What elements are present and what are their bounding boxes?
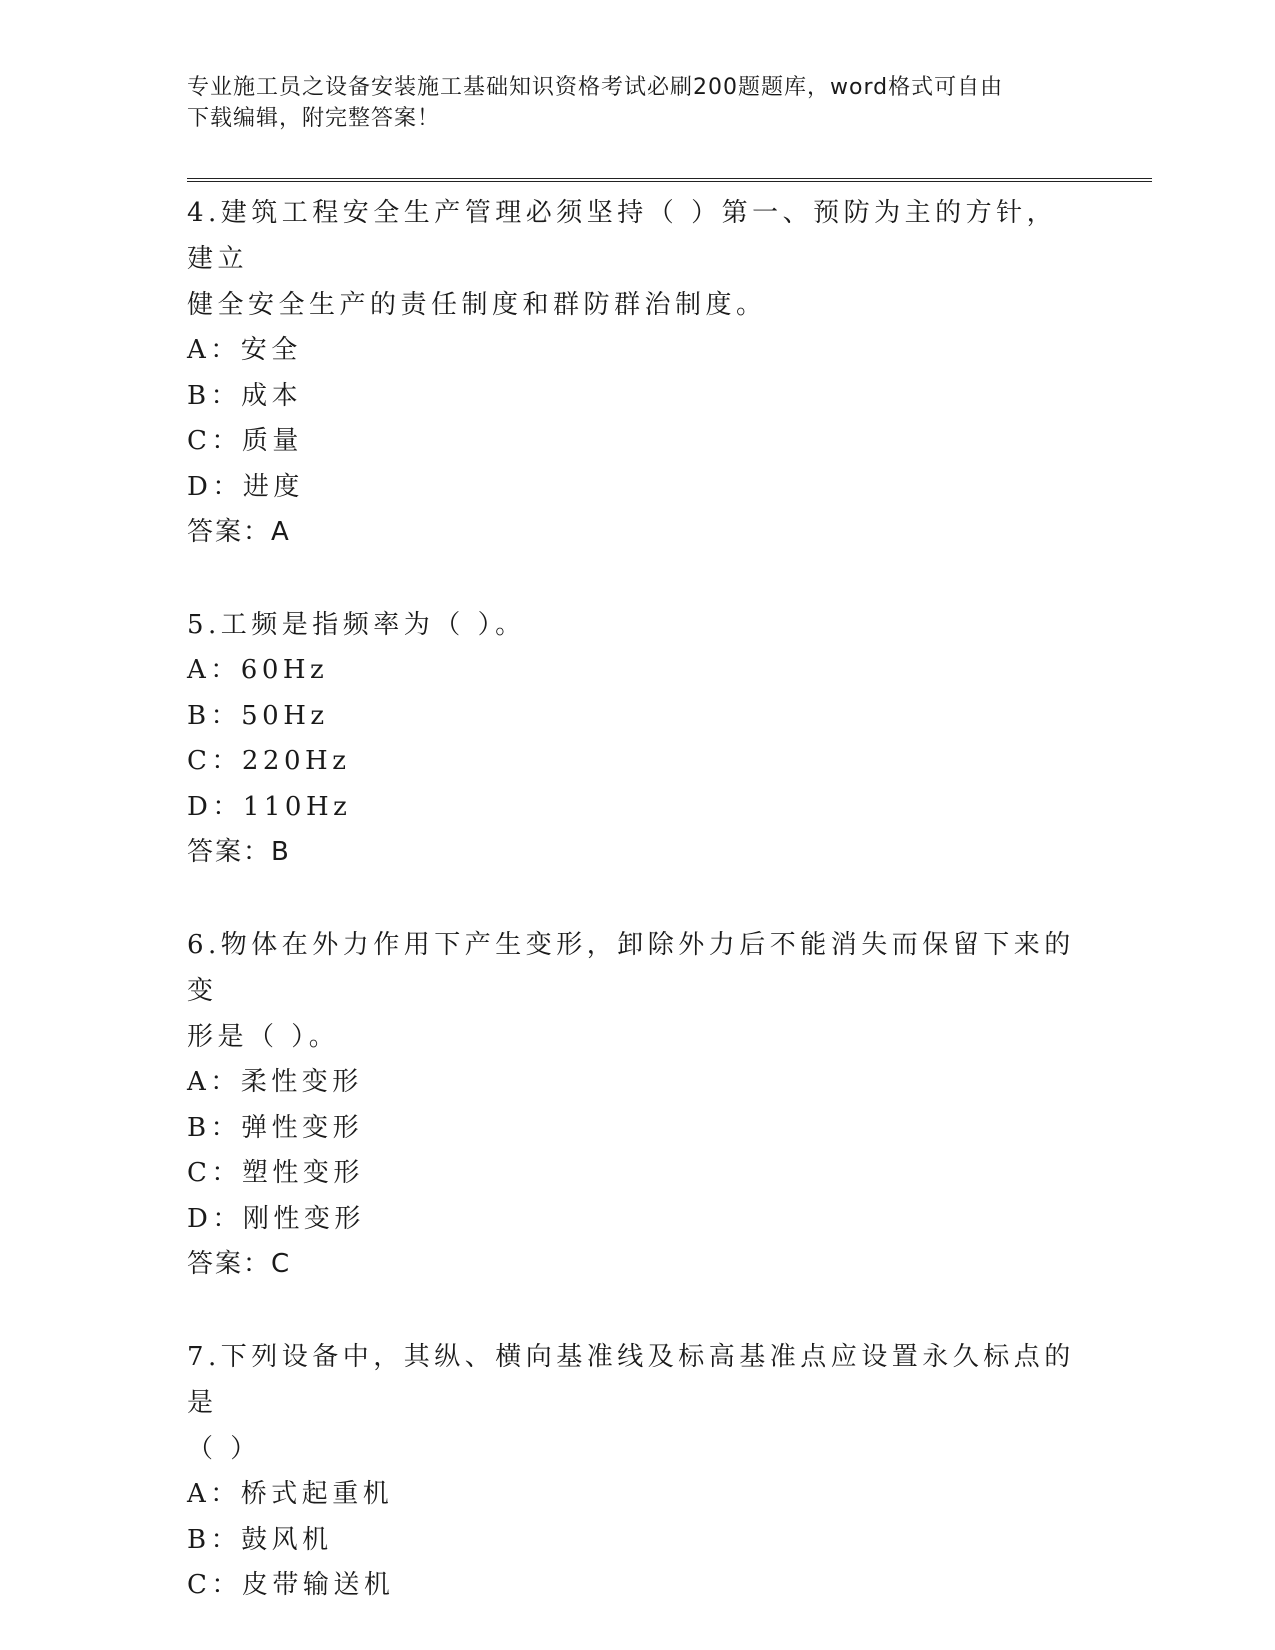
- option-c: C：220Hz: [187, 746, 351, 776]
- question-4: [187, 190, 1087, 555]
- answer: 答案：A: [187, 517, 291, 547]
- question-stem: 7.下列设备中，其纵、横向基准线及标高基准点应设置永久标点的是: [187, 1342, 1075, 1418]
- option-a: A：柔性变形: [187, 1067, 363, 1097]
- option-b: B：50Hz: [187, 700, 329, 731]
- option-a: A：60Hz: [187, 655, 329, 685]
- answer: 答案：B: [187, 837, 291, 867]
- option-a: A：桥式起重机: [187, 1479, 394, 1509]
- option-c: C：皮带输送机: [187, 1570, 395, 1600]
- option-b: B：弹性变形: [187, 1112, 364, 1143]
- option-d: D：110Hz: [187, 791, 352, 822]
- question-stem-continued: （ ）: [187, 1434, 261, 1464]
- header-title-line-1: 专业施工员之设备安装施工基础知识资格考试必刷200题题库，word格式可自由: [187, 75, 1004, 100]
- question-stem: 4.建筑工程安全生产管理必须坚持（ ）第一、预防为主的方针，建立: [187, 198, 1058, 274]
- question-stem: 5.工频是指频率为（ ）。: [187, 610, 526, 640]
- question-7: [187, 1334, 1087, 1609]
- question-stem: 6.物体在外力作用下产生变形，卸除外力后不能消失而保留下来的变: [187, 930, 1075, 1006]
- question-stem-continued: 形是（ ）。: [187, 1022, 340, 1052]
- answer: 答案：C: [187, 1249, 292, 1279]
- option-b: B：成本: [187, 380, 303, 411]
- header-divider: [187, 178, 1152, 182]
- question-6: [187, 922, 1087, 1287]
- option-c: C：质量: [187, 426, 303, 456]
- question-5: [187, 602, 1087, 875]
- question-list: [187, 190, 1087, 1609]
- option-d: D：进度: [187, 471, 304, 502]
- option-d: D：刚性变形: [187, 1203, 365, 1234]
- header-title-line-2: 下载编辑，附完整答案！: [187, 106, 441, 131]
- option-b: B：鼓风机: [187, 1524, 333, 1555]
- option-a: A：安全: [187, 335, 302, 365]
- option-c: C：塑性变形: [187, 1158, 364, 1188]
- question-stem-continued: 健全安全生产的责任制度和群防群治制度。: [187, 290, 767, 320]
- document-header: [187, 72, 1067, 134]
